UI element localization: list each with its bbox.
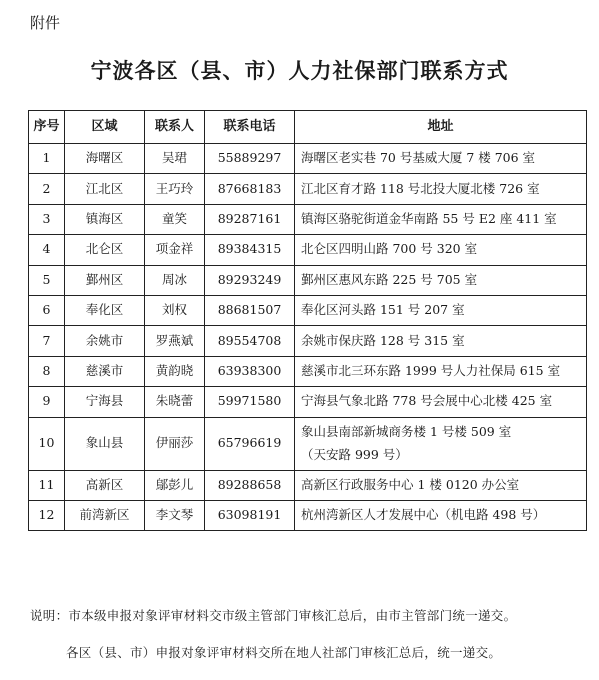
cell-no: 2 xyxy=(29,174,65,204)
table-row xyxy=(29,174,587,204)
column-header-address: 地址 xyxy=(295,111,587,144)
cell-phone: 63098191 xyxy=(205,500,295,530)
cell-contact: 项金祥 xyxy=(145,235,205,265)
column-header-no: 序号 xyxy=(29,111,65,144)
cell-no: 12 xyxy=(29,500,65,530)
cell-contact: 朱晓蕾 xyxy=(145,387,205,417)
cell-no: 6 xyxy=(29,295,65,325)
note-line-1: 说明：市本级申报对象评审材料交市级主管部门审核汇总后，由市主管部门统一递交。 xyxy=(30,608,517,623)
contacts-table xyxy=(28,110,587,531)
cell-no: 9 xyxy=(29,387,65,417)
table-row xyxy=(29,417,587,470)
cell-region: 北仑区 xyxy=(65,235,145,265)
cell-contact: 周冰 xyxy=(145,265,205,295)
note-line-2: 各区（县、市）申报对象评审材料交所在地人社部门审核汇总后，统一递交。 xyxy=(66,645,502,660)
cell-contact: 鄔彭儿 xyxy=(145,470,205,500)
cell-region: 江北区 xyxy=(65,174,145,204)
cell-region: 海曙区 xyxy=(65,144,145,174)
cell-address: 北仑区四明山路 700 号 320 室 xyxy=(295,235,587,265)
cell-address: 鄞州区惠风东路 225 号 705 室 xyxy=(295,265,587,295)
cell-contact: 李文琴 xyxy=(145,500,205,530)
cell-contact: 王巧玲 xyxy=(145,174,205,204)
cell-address: 慈溪市北三环东路 1999 号人力社保局 615 室 xyxy=(295,356,587,386)
column-header-phone: 联系电话 xyxy=(205,111,295,144)
cell-address xyxy=(295,417,587,470)
cell-address: 高新区行政服务中心 1 楼 0120 办公室 xyxy=(295,470,587,500)
table-header-row xyxy=(29,111,587,144)
cell-contact: 伊丽莎 xyxy=(145,417,205,470)
cell-region: 象山县 xyxy=(65,417,145,470)
cell-phone: 89554708 xyxy=(205,326,295,356)
cell-no: 5 xyxy=(29,265,65,295)
cell-region: 镇海区 xyxy=(65,204,145,234)
table-row xyxy=(29,470,587,500)
cell-contact: 童笑 xyxy=(145,204,205,234)
cell-no: 1 xyxy=(29,144,65,174)
cell-phone: 89288658 xyxy=(205,470,295,500)
table-row xyxy=(29,356,587,386)
table-row xyxy=(29,387,587,417)
cell-region: 余姚市 xyxy=(65,326,145,356)
cell-contact: 刘权 xyxy=(145,295,205,325)
cell-region: 鄞州区 xyxy=(65,265,145,295)
table-row xyxy=(29,295,587,325)
table-row xyxy=(29,326,587,356)
cell-phone: 89287161 xyxy=(205,204,295,234)
cell-contact: 黄韵晓 xyxy=(145,356,205,386)
cell-address-line1: 象山县南部新城商务楼 1 号楼 509 室 xyxy=(301,423,512,439)
cell-region: 宁海县 xyxy=(65,387,145,417)
cell-no: 7 xyxy=(29,326,65,356)
cell-address-line2: （天安路 999 号） xyxy=(301,446,408,462)
cell-phone: 63938300 xyxy=(205,356,295,386)
cell-no: 8 xyxy=(29,356,65,386)
table-row xyxy=(29,500,587,530)
attachment-label: 附件 xyxy=(30,14,61,32)
cell-region: 前湾新区 xyxy=(65,500,145,530)
cell-no: 4 xyxy=(29,235,65,265)
cell-address: 镇海区骆驼街道金华南路 55 号 E2 座 411 室 xyxy=(295,204,587,234)
table-row xyxy=(29,204,587,234)
cell-phone: 87668183 xyxy=(205,174,295,204)
cell-phone: 65796619 xyxy=(205,417,295,470)
column-header-contact: 联系人 xyxy=(145,111,205,144)
cell-phone: 59971580 xyxy=(205,387,295,417)
cell-contact: 罗燕斌 xyxy=(145,326,205,356)
cell-address: 奉化区河头路 151 号 207 室 xyxy=(295,295,587,325)
cell-phone: 89293249 xyxy=(205,265,295,295)
table-row xyxy=(29,144,587,174)
document-title: 宁波各区（县、市）人力社保部门联系方式 xyxy=(90,59,509,83)
cell-no: 11 xyxy=(29,470,65,500)
cell-no: 3 xyxy=(29,204,65,234)
cell-region: 高新区 xyxy=(65,470,145,500)
cell-no: 10 xyxy=(29,417,65,470)
cell-address: 海曙区老实巷 70 号基威大厦 7 楼 706 室 xyxy=(295,144,587,174)
table-row xyxy=(29,265,587,295)
cell-phone: 89384315 xyxy=(205,235,295,265)
cell-address: 江北区育才路 118 号北投大厦北楼 726 室 xyxy=(295,174,587,204)
cell-phone: 55889297 xyxy=(205,144,295,174)
cell-phone: 88681507 xyxy=(205,295,295,325)
cell-region: 奉化区 xyxy=(65,295,145,325)
cell-address: 宁海县气象北路 778 号会展中心北楼 425 室 xyxy=(295,387,587,417)
cell-contact: 吴珺 xyxy=(145,144,205,174)
table-row xyxy=(29,235,587,265)
column-header-region: 区域 xyxy=(65,111,145,144)
cell-address: 杭州湾新区人才发展中心（机电路 498 号） xyxy=(295,500,587,530)
cell-region: 慈溪市 xyxy=(65,356,145,386)
cell-address: 余姚市保庆路 128 号 315 室 xyxy=(295,326,587,356)
